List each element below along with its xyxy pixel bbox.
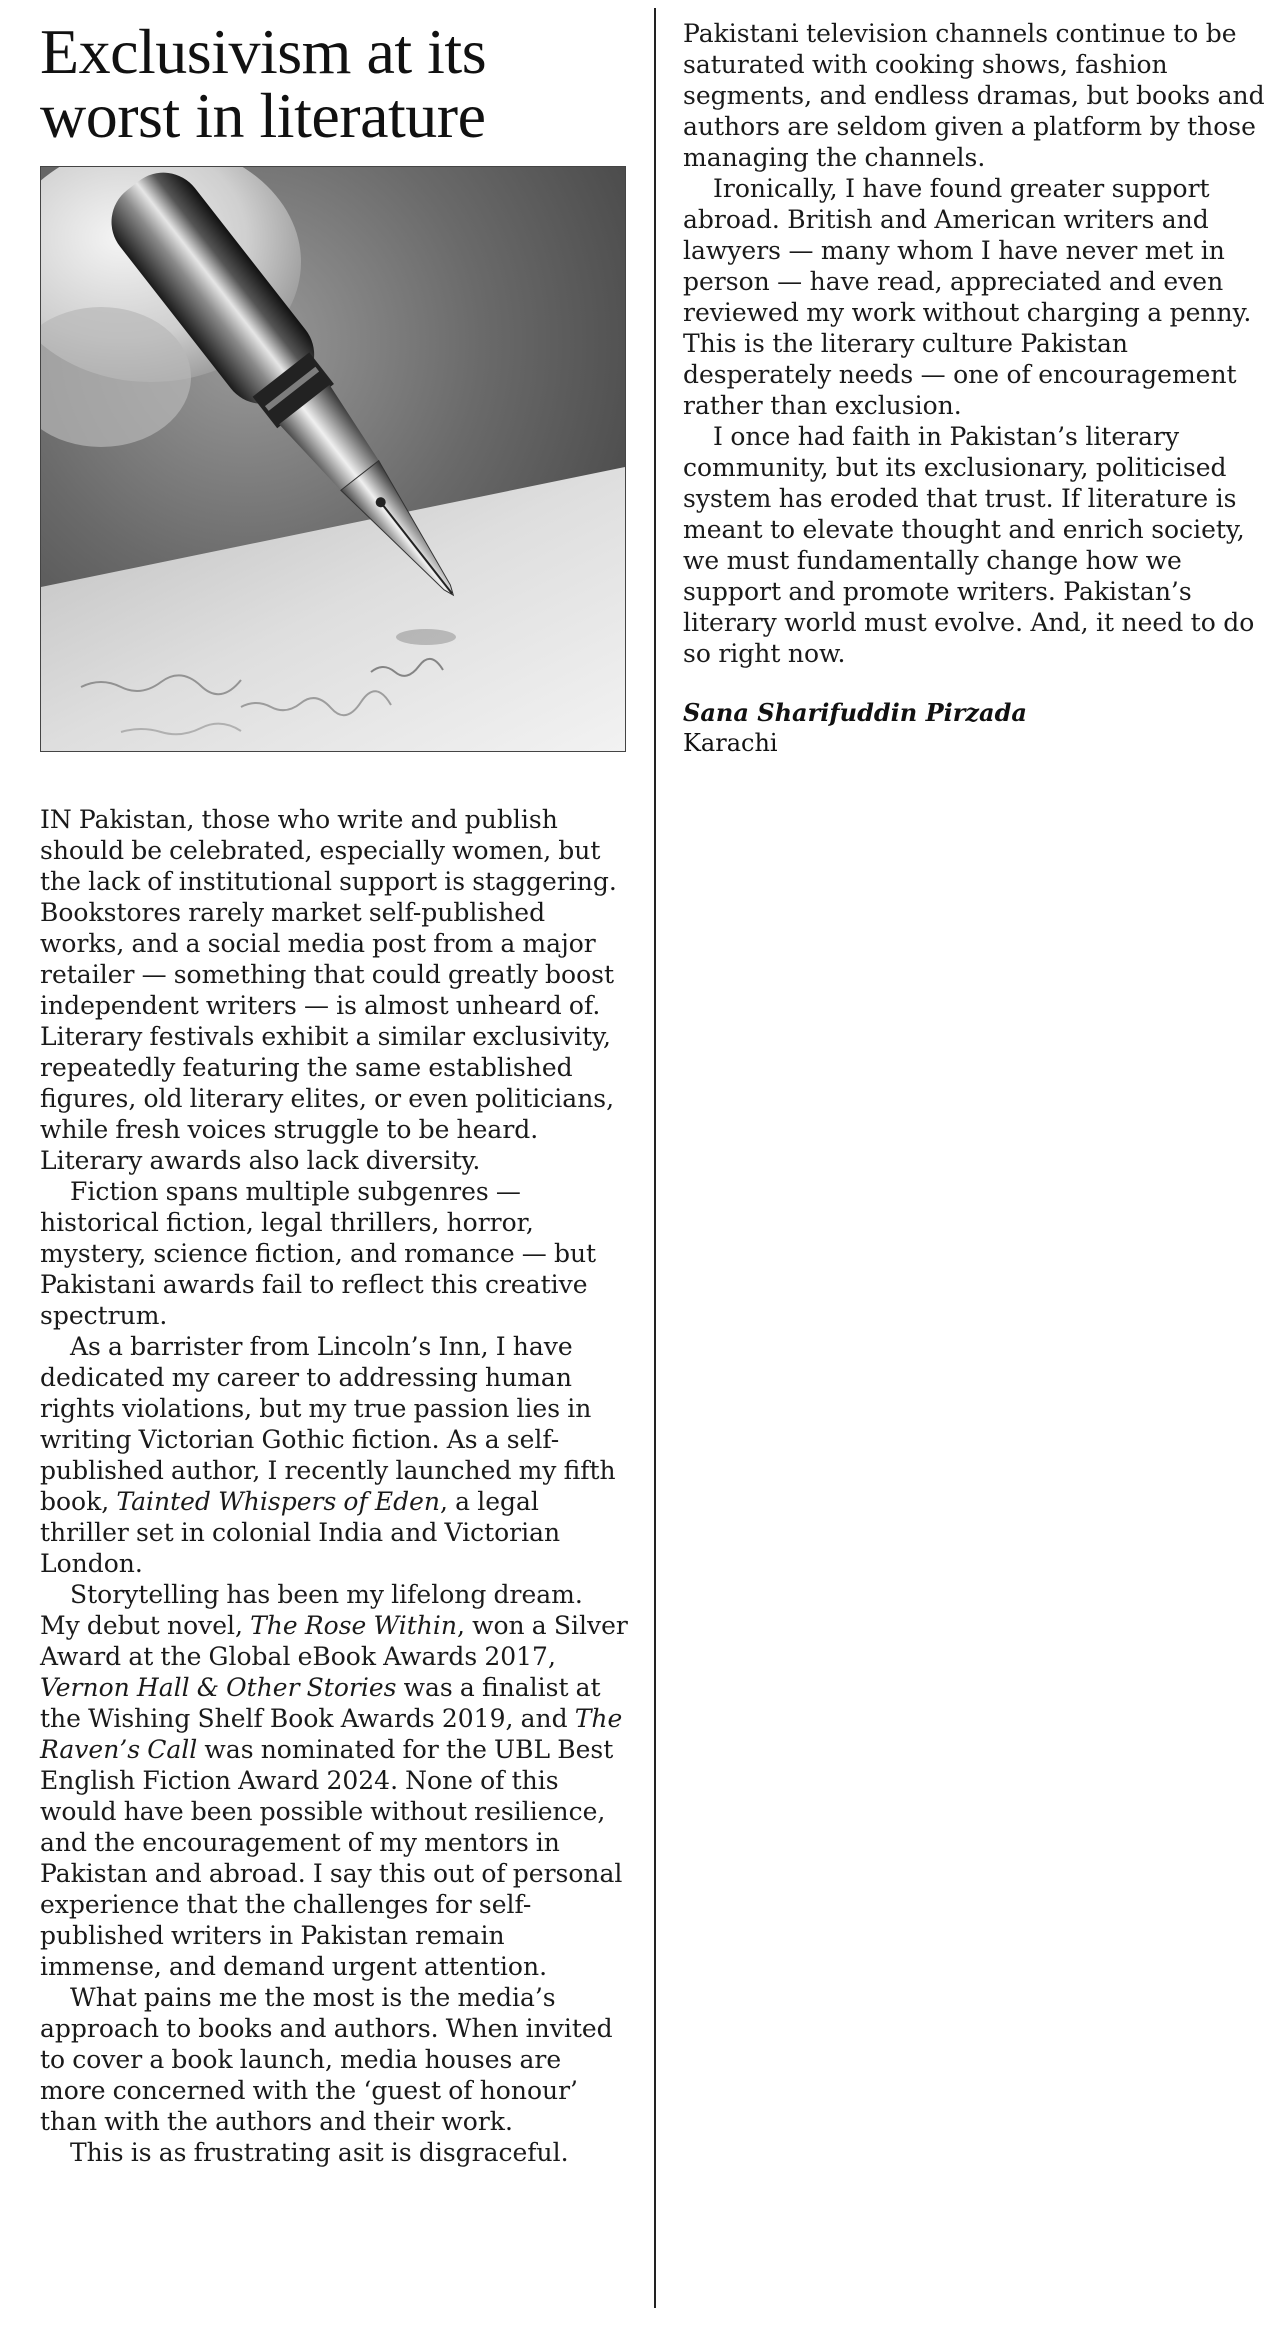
- body-paragraph-4: [40, 1579, 628, 1982]
- column-divider: [654, 8, 656, 2308]
- left-column: [40, 16, 628, 2168]
- book-title-rose-within: The Rose Within: [250, 1611, 457, 1640]
- paragraph-4-text-a: Storytelling has been my lifelong dream. My debut novel,: [40, 1580, 583, 1640]
- book-title-tainted-whispers: Tainted Whispers of Eden: [116, 1487, 441, 1516]
- fountain-pen-photo: [40, 166, 626, 752]
- paragraph-3-text-c: , a legal thriller set in colonial India and Victorian London.: [40, 1487, 561, 1578]
- book-title-ravens-call: The Raven’s Call: [40, 1704, 623, 1764]
- paragraph-4-text-g: was nominated for the UBL Best English Fiction Award 2024. None of this would have been possible without resilience, and the encouragement of my mentors in Pakistan and abroad. I say this out of personal experience that the challenges for self-published writers in Pakistan remain immense, and demand urgent attention.: [40, 1735, 623, 1981]
- body-paragraph-6: This is as frustrating asit is disgraceful.: [70, 2138, 569, 2167]
- body-paragraph-2: Fiction spans multiple subgenres — historical fiction, legal thrillers, horror, mystery, science fiction, and romance — but Pakistani awards fail to reflect this creative spectrum.: [40, 1177, 597, 1330]
- body-paragraph-5: What pains me the most is the media’s approach to books and authors. When invited to cover a book launch, media houses are more concerned with the ‘guest of honour’ than with the authors and their work.: [40, 1983, 613, 2136]
- paragraph-4-text-e: was a finalist at the Wishing Shelf Book Awards 2019, and: [40, 1673, 601, 1733]
- right-column: [683, 18, 1273, 759]
- book-title-vernon-hall: Vernon Hall & Other Stories: [40, 1673, 397, 1702]
- fountain-pen-writing-icon: [41, 167, 625, 751]
- headline: Exclusivism at its worst in literature: [40, 16, 487, 151]
- author-name: Sana Sharifuddin Pirzada: [683, 698, 1027, 727]
- author-city: Karachi: [683, 729, 778, 757]
- paragraph-3-text-a: As a barrister from Lincoln’s Inn, I have dedicated my career to addressing human rights violations, but my true passion lies in writing Victorian Gothic fiction. As a self-published author, I recently launched my fifth book,: [40, 1332, 616, 1516]
- body-paragraph-8: Ironically, I have found greater support abroad. British and American writers and lawyers — many whom I have never met in person — have read, appreciated and even reviewed my work without charging a penny. This is the literary culture Pakistan desperately needs — one of encouragement rather than exclusion.: [683, 174, 1252, 420]
- body-paragraph-7: Pakistani television channels continue to be saturated with cooking shows, fashion segments, and endless dramas, but books and authors are seldom given a platform by those managing the channels.: [683, 19, 1265, 172]
- body-paragraph-1: IN Pakistan, those who write and publish should be celebrated, especially women, but the lack of institutional support is staggering. Bookstores rarely market self-published works, and a social media post from a major retailer — something that could greatly boost independent writers — is almost unheard of. Literary festivals exhibit a similar exclusivity, repeatedly featuring the same established figures, old literary elites, or even politicians, while fresh voices struggle to be heard. Literary awards also lack diversity.: [40, 805, 617, 1175]
- paragraph-4-text-c: , won a Silver Award at the Global eBook Awards 2017,: [40, 1611, 628, 1671]
- body-paragraph-9: I once had faith in Pakistan’s literary community, but its exclusionary, politicised system has eroded that trust. If literature is meant to elevate thought and enrich society, we must fundamentally change how we support and promote writers. Pakistan’s literary world must evolve. And, it need to do so right now.: [683, 422, 1255, 668]
- body-paragraph-3: [40, 1331, 628, 1579]
